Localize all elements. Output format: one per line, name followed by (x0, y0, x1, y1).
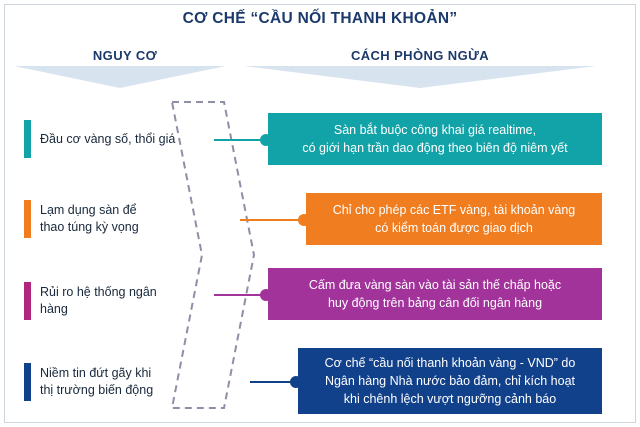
risk-item (24, 282, 184, 320)
risk-item (24, 120, 184, 158)
risk-color-bar (24, 120, 31, 158)
risk-color-bar (24, 363, 31, 401)
prevention-box: Cơ chế “cầu nối thanh khoản vàng - VND” do Ngân hàng Nhà nước bảo đảm, chỉ kích hoạt khi chênh lệch vượt ngưỡng cảnh báo (298, 348, 602, 414)
prevention-box: Chỉ cho phép các ETF vàng, tài khoản vàng có kiểm toán được giao dịch (306, 193, 602, 245)
risk-item (24, 363, 184, 401)
risk-label: Rủi ro hệ thống ngân hàng (40, 285, 157, 316)
column-header-risk: NGUY CƠ (92, 48, 158, 63)
risk-color-bar (24, 200, 31, 238)
connector-line (214, 139, 268, 141)
connector-line (240, 219, 306, 221)
page-title: CƠ CHẾ “CẦU NỐI THANH KHOẢN” (182, 10, 458, 27)
risk-label: Đầu cơ vàng số, thổi giá (40, 131, 176, 146)
risk-label: Lạm dụng sàn để thao túng kỳ vọng (40, 203, 139, 234)
connector-line (214, 294, 268, 296)
chevron-risk (14, 66, 226, 88)
risk-color-bar (24, 282, 31, 320)
risk-item (24, 200, 184, 238)
column-header-prevention: CÁCH PHÒNG NGỪA (350, 48, 490, 63)
prevention-box: Cấm đưa vàng sàn vào tài sản thế chấp hoặc huy động trên bảng cân đối ngân hàng (268, 268, 602, 320)
connector-line (250, 381, 298, 383)
chevron-prevention (244, 66, 596, 88)
risk-label: Niềm tin đứt gãy khi thị trường biến động (40, 366, 154, 397)
prevention-box: Sàn bắt buộc công khai giá realtime, có giới hạn trần dao động theo biên độ niêm yết (268, 113, 602, 165)
